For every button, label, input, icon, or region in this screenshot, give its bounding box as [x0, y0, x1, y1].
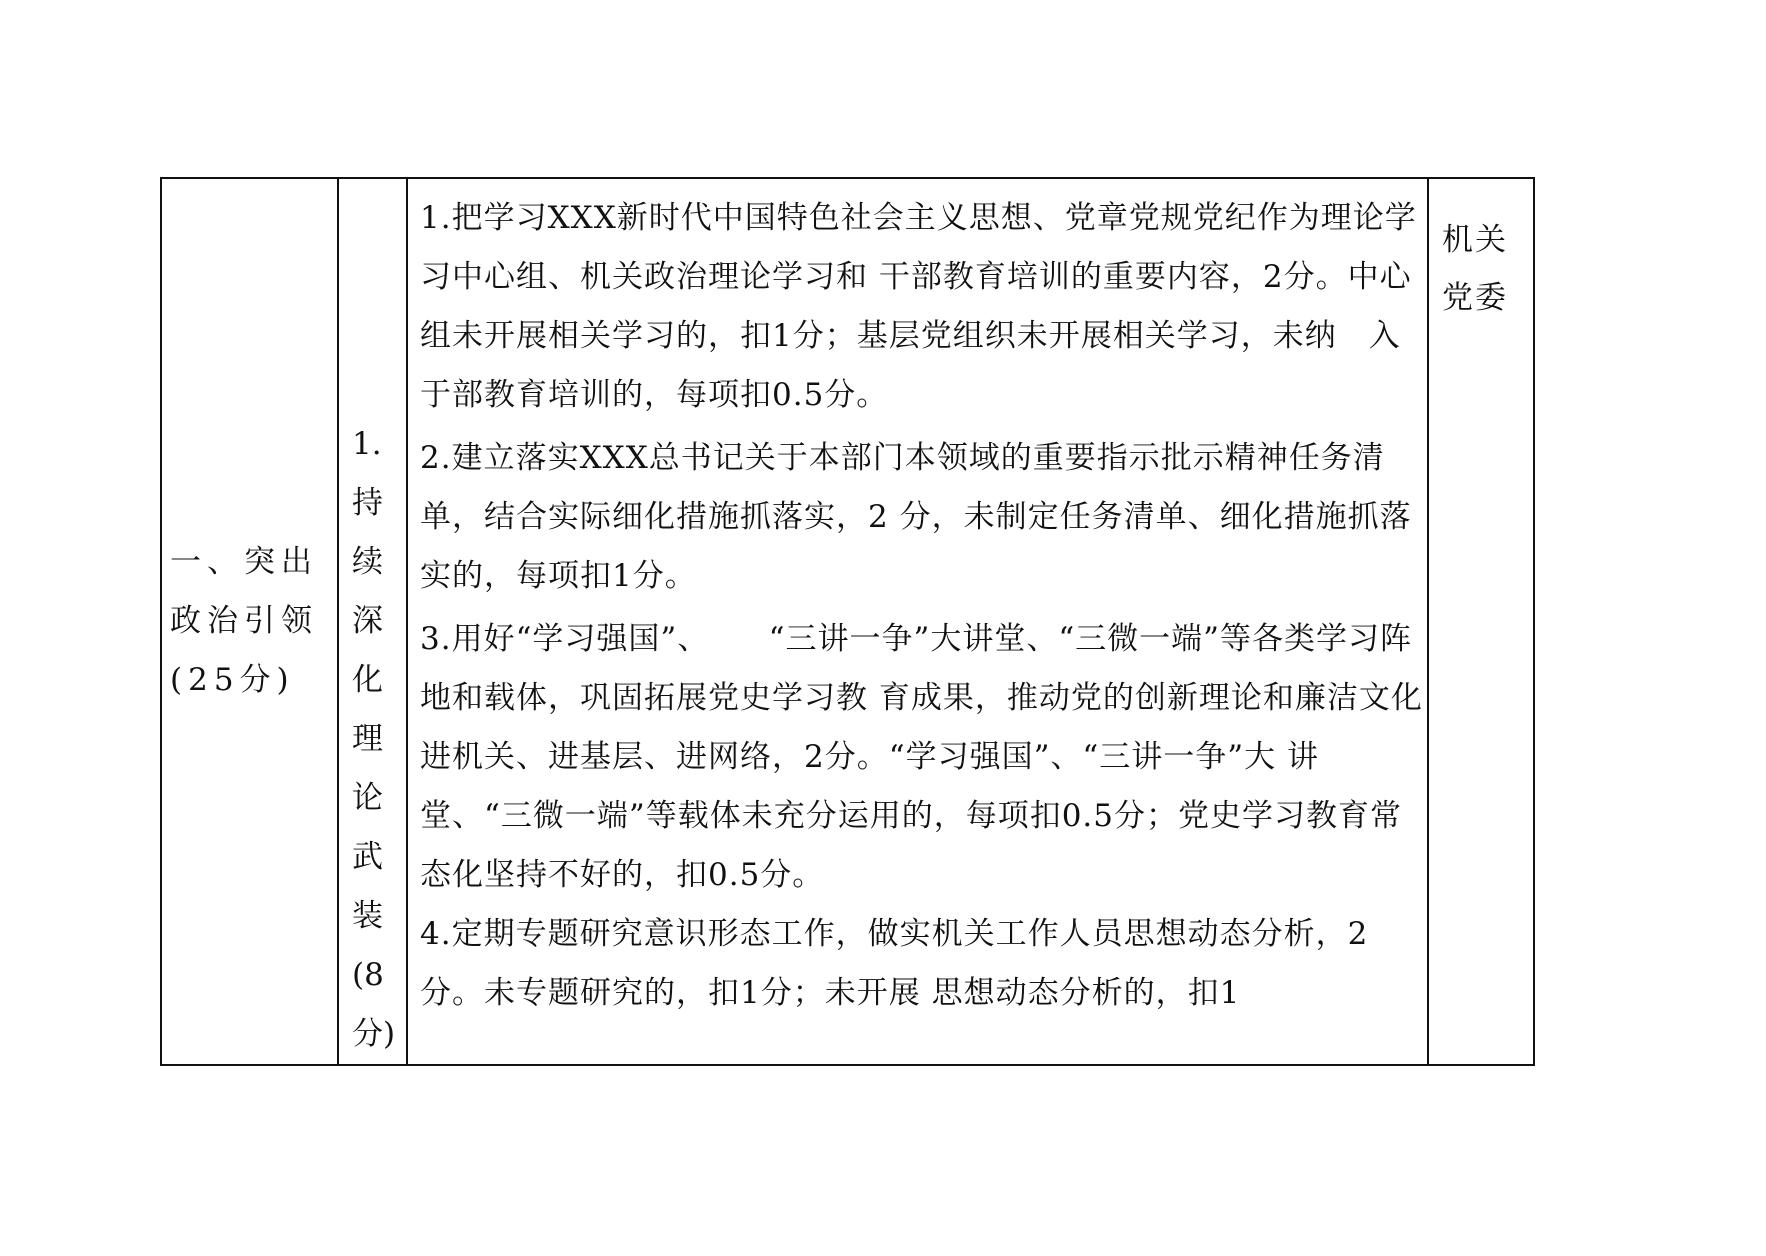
item-label: 1.持续深化理论武装(8分): [352, 426, 396, 1052]
criterion-1: 1.把学习XXX新时代中国特色社会主义思想、党章党规党纪作为理论学习中心组、机关政治理论学习和 干部教育培训的重要内容，2分。中心组未开展相关学习的，扣1分；基层党组织未开展相关学习，未纳 入于部教育培训的，每项扣0.5分。: [420, 200, 1417, 413]
category-label: 一、突出政治引领(25分): [170, 544, 318, 698]
criteria-cell: [420, 189, 1425, 1064]
assessment-table: [160, 177, 1535, 1066]
criterion-3: 3.用好“学习强国”、 “三讲一争”大讲堂、“三微一端”等各类学习阵地和载体，巩固拓展党史学习教 育成果，推动党的创新理论和廉洁文化进机关、进基层、进网络，2分。“学习强国”、“三讲一争”大 讲堂、“三微一端”等载体未充分运用的，每项扣0.5分；党史学习教育常态化坚持不好的，扣0.5分。: [420, 621, 1423, 893]
category-cell: [170, 179, 330, 1064]
column-divider: [337, 179, 339, 1064]
item-cell: [350, 179, 404, 1064]
department-cell: [1442, 211, 1520, 327]
criterion-4: 4.定期专题研究意识形态工作，做实机关工作人员思想动态分析，2分。未专题研究的，扣1分；未开展 思想动态分析的，扣1: [420, 916, 1369, 1011]
column-divider: [1427, 179, 1429, 1064]
department-label: 机关党委: [1442, 222, 1508, 316]
column-divider: [406, 179, 408, 1064]
criterion-2: 2.建立落实XXX总书记关于本部门本领域的重要指示批示精神任务清单，结合实际细化措施抓落实，2 分，未制定任务清单、细化措施抓落实的，每项扣1分。: [420, 440, 1412, 594]
